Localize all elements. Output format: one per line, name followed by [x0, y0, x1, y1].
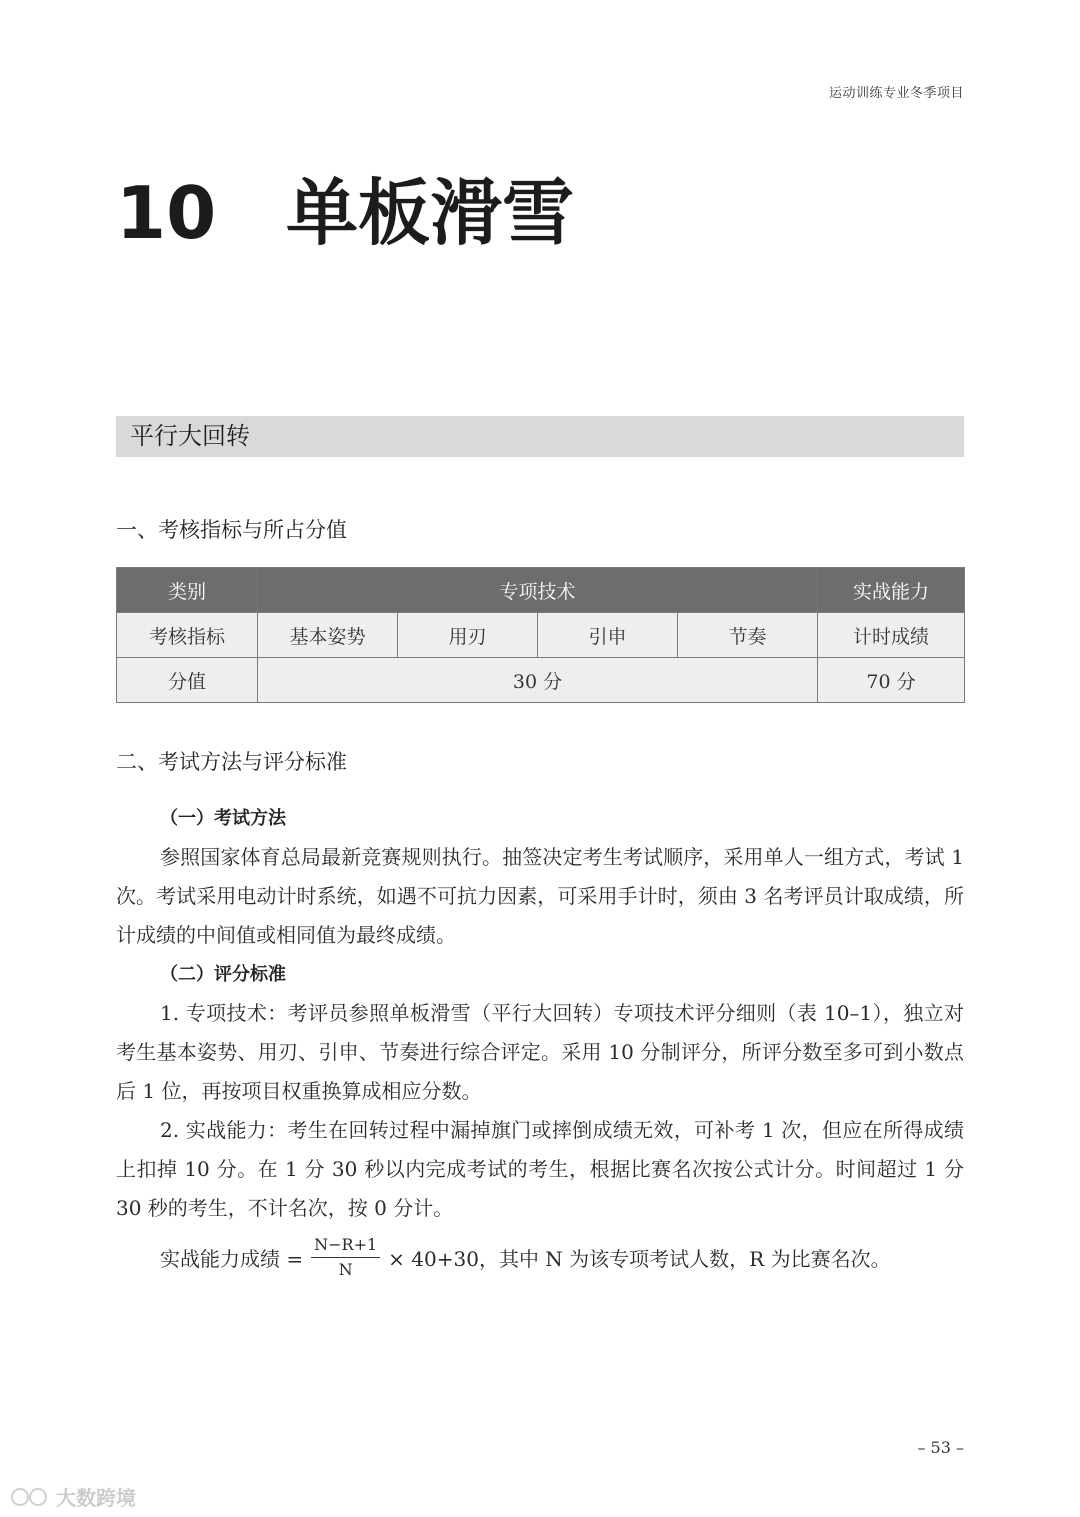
heading-exam-method: 二、考试方法与评分标准: [116, 750, 347, 774]
running-header: 运动训练专业冬季项目: [828, 86, 964, 101]
table-row: [117, 613, 965, 658]
subheading-scoring: （二）评分标准: [160, 964, 286, 985]
table-row: [117, 658, 965, 703]
page-number: – 53 –: [917, 1438, 964, 1457]
formula-suffix: × 40+30，其中 N 为该专项考试人数，R 为比赛名次。: [388, 1246, 891, 1271]
section-title: 平行大回转: [130, 422, 250, 450]
table-cell: 计时成绩: [818, 613, 965, 658]
table-cell: 类别: [117, 568, 258, 613]
assessment-table: [116, 567, 965, 703]
table-cell: 分值: [117, 658, 258, 703]
table-cell: 70 分: [818, 658, 965, 703]
table-row: [117, 568, 965, 613]
table-cell: 实战能力: [818, 568, 965, 613]
paragraph-combat-scoring: 2. 实战能力：考生在回转过程中漏掉旗门或摔倒成绩无效，可补考 1 次，但应在所得成绩上扣掉 10 分。在 1 分 30 秒以内完成考试的考生，根据比赛名次按公式计分。时间超过 1 分 30 秒的考生，不计名次，按 0 分计。: [116, 1118, 964, 1220]
formula-fraction: [311, 1235, 380, 1280]
table-cell: 专项技术: [258, 568, 818, 613]
formula-prefix: 实战能力成绩 =: [160, 1246, 304, 1271]
paragraph-technique-scoring: 1. 专项技术：考评员参照单板滑雪（平行大回转）专项技术评分细则（表 10–1），独立对考生基本姿势、用刃、引申、节奏进行综合评定。采用 10 分制评分，所评分数至多可到小数点后 1 位，再按项目权重换算成相应分数。: [116, 1001, 964, 1103]
chapter-heading: [116, 168, 574, 258]
subheading-exam-method: （一）考试方法: [160, 808, 286, 829]
table-cell: 考核指标: [117, 613, 258, 658]
table-cell: 30 分: [258, 658, 818, 703]
formula-numerator: N−R+1: [311, 1235, 380, 1258]
watermark: [10, 1482, 136, 1511]
watermark-logo-icon: [10, 1486, 50, 1508]
table-cell: 节奏: [678, 613, 818, 658]
table-cell: 引申: [538, 613, 678, 658]
score-formula: [160, 1232, 891, 1282]
section-title-bar: [116, 416, 964, 457]
paragraph-exam-method: 参照国家体育总局最新竞赛规则执行。抽签决定考生考试顺序，采用单人一组方式，考试 1 次。考试采用电动计时系统，如遇不可抗力因素，可采用手计时，须由 3 名考评员计取成绩，所计成绩的中间值或相同值为最终成绩。: [116, 845, 964, 947]
table-cell: 用刃: [398, 613, 538, 658]
chapter-title: 单板滑雪: [286, 171, 575, 255]
table-cell: 基本姿势: [258, 613, 398, 658]
chapter-number: 10: [116, 171, 217, 255]
watermark-text: 大数跨境: [56, 1486, 136, 1510]
heading-assessment: 一、考核指标与所占分值: [116, 518, 347, 542]
formula-denominator: N: [338, 1259, 353, 1279]
